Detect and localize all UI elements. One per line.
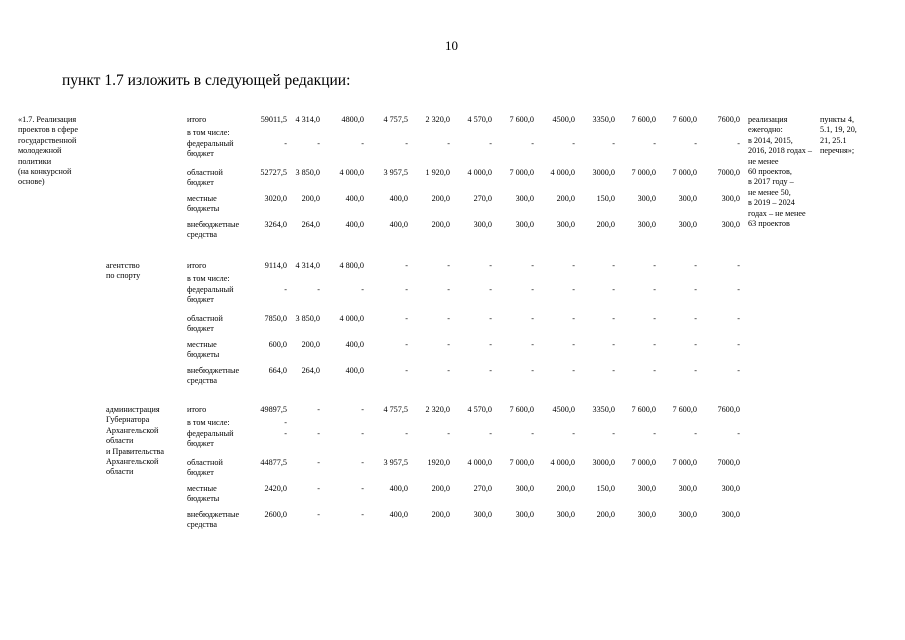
table-cell: - xyxy=(694,339,697,349)
table-cell: 300,0 xyxy=(556,509,575,519)
table-cell: 7 000,0 xyxy=(631,457,656,467)
row-label: местные xyxy=(187,483,217,493)
expected-result-line: 2016, 2018 годах – xyxy=(748,146,812,156)
table-cell: - xyxy=(572,313,575,323)
table-cell: - xyxy=(447,261,450,270)
table-cell: 7 600,0 xyxy=(631,405,656,414)
table-cell: 3000,0 xyxy=(592,457,615,467)
table-cell: - xyxy=(531,339,534,349)
table-cell: 270,0 xyxy=(473,483,492,493)
table-cell: 200,0 xyxy=(556,193,575,203)
table-cell: - xyxy=(317,138,320,148)
table-cell: 7 000,0 xyxy=(509,167,534,177)
table-cell: - xyxy=(317,483,320,493)
event-name-line: (на конкурсной xyxy=(18,167,72,176)
table-cell: - xyxy=(653,365,656,375)
executor-line: области xyxy=(106,436,134,446)
table-cell: 264,0 xyxy=(301,365,320,375)
table-cell: - xyxy=(405,428,408,438)
table-cell: 4 757,5 xyxy=(383,405,408,414)
table-cell: 270,0 xyxy=(473,193,492,203)
expected-result-line: реализация xyxy=(748,115,788,124)
table-cell: 300,0 xyxy=(515,509,534,519)
table-cell: - xyxy=(405,313,408,323)
table-cell: - xyxy=(284,284,287,294)
table-cell: - xyxy=(317,509,320,519)
table-cell: - xyxy=(737,313,740,323)
table-cell: - xyxy=(447,138,450,148)
table-cell: 400,0 xyxy=(345,219,364,229)
table-cell: - xyxy=(737,428,740,438)
table-cell: 200,0 xyxy=(301,339,320,349)
row-label: итого xyxy=(187,405,207,414)
table-cell: 4 800,0 xyxy=(339,261,364,270)
table-cell: 4 000,0 xyxy=(339,167,364,177)
table-cell: 59011,5 xyxy=(260,115,287,124)
table-cell: 4 000,0 xyxy=(550,167,575,177)
table-cell: - xyxy=(489,261,492,270)
table-cell: 2420,0 xyxy=(264,483,287,493)
table-cell: 44877,5 xyxy=(260,457,287,467)
row-label: местные xyxy=(187,339,217,349)
table-cell: 400,0 xyxy=(345,365,364,375)
table-cell: - xyxy=(653,261,656,270)
table-cell: 300,0 xyxy=(721,219,740,229)
table-cell: - xyxy=(447,365,450,375)
table-cell: 3000,0 xyxy=(592,167,615,177)
table-cell: 9114,0 xyxy=(264,261,287,270)
table-cell: 4 000,0 xyxy=(339,313,364,323)
table-cell: - xyxy=(572,365,575,375)
table-cell: 2 320,0 xyxy=(425,115,450,124)
event-name-line: политики xyxy=(18,156,52,166)
table-cell: 7 000,0 xyxy=(672,167,697,177)
table-cell: 4 757,5 xyxy=(383,115,408,124)
event-name-line: молодежной xyxy=(18,146,62,156)
row-label: областной xyxy=(187,313,223,323)
table-cell: 600,0 xyxy=(268,339,287,349)
reference-points-line: перечня»; xyxy=(820,146,855,156)
table-cell: 4 000,0 xyxy=(550,457,575,467)
table-cell: 300,0 xyxy=(637,509,656,519)
table-cell: - xyxy=(317,284,320,294)
table-cell: - xyxy=(489,138,492,148)
table-cell: 200,0 xyxy=(596,219,615,229)
table-cell: 2 320,0 xyxy=(425,405,450,414)
row-label: бюджеты xyxy=(187,349,220,359)
table-cell: - xyxy=(737,284,740,294)
page-number: 10 xyxy=(445,38,458,53)
table-cell: 400,0 xyxy=(389,509,408,519)
page-heading: пункт 1.7 изложить в следующей редакции: xyxy=(62,72,351,89)
table-cell: 7 000,0 xyxy=(672,457,697,467)
row-label: внебюджетные xyxy=(187,365,240,375)
row-label: внебюджетные xyxy=(187,219,240,229)
table-cell: 3264,0 xyxy=(264,219,287,229)
table-cell: 4 570,0 xyxy=(467,115,492,124)
expected-result-line: 63 проектов xyxy=(748,219,790,228)
table-cell: 7 000,0 xyxy=(631,167,656,177)
table-cell: - xyxy=(361,405,364,414)
table-cell: 200,0 xyxy=(431,193,450,203)
table-cell: - xyxy=(694,284,697,294)
table-cell: 200,0 xyxy=(301,193,320,203)
row-label: федеральный xyxy=(187,138,234,148)
event-name-line: государственной xyxy=(18,135,77,145)
table-cell: - xyxy=(489,365,492,375)
event-name-line: проектов в сфере xyxy=(18,125,78,135)
table-cell: - xyxy=(572,284,575,294)
table-cell: - xyxy=(694,428,697,438)
table-cell: 300,0 xyxy=(678,483,697,493)
table-cell: - xyxy=(612,138,615,148)
table-cell: - xyxy=(405,284,408,294)
table-cell: 3350,0 xyxy=(592,115,615,124)
expected-result-line: не менее 50, xyxy=(748,187,791,197)
table-cell: - xyxy=(531,138,534,148)
table-cell: - xyxy=(317,428,320,438)
table-cell: 7 600,0 xyxy=(672,115,697,124)
table-cell: 4 000,0 xyxy=(467,457,492,467)
row-label: федеральный xyxy=(187,428,234,438)
table-cell: 400,0 xyxy=(389,193,408,203)
table-cell: 200,0 xyxy=(556,483,575,493)
table-cell: 1 920,0 xyxy=(425,167,450,177)
executor-line: администрация xyxy=(106,405,160,414)
table-cell: 4 314,0 xyxy=(295,261,320,270)
executor-line: Губернатора xyxy=(106,415,150,425)
table-cell: - xyxy=(572,339,575,349)
table-cell: 300,0 xyxy=(515,219,534,229)
table-cell: - xyxy=(531,284,534,294)
table-cell: - xyxy=(489,284,492,294)
table-cell: 300,0 xyxy=(678,219,697,229)
row-label: средства xyxy=(187,375,218,385)
table-cell: - xyxy=(361,457,364,467)
table-cell: 7 600,0 xyxy=(509,405,534,414)
table-cell: - xyxy=(284,417,287,427)
row-label: бюджеты xyxy=(187,493,220,503)
table-cell: 1920,0 xyxy=(427,457,450,467)
table-cell: 150,0 xyxy=(596,483,615,493)
table-cell: - xyxy=(572,428,575,438)
expected-result-line: в 2014, 2015, xyxy=(748,135,793,145)
table-cell: - xyxy=(361,138,364,148)
table-cell: - xyxy=(612,339,615,349)
table-cell: 300,0 xyxy=(473,509,492,519)
table-cell: - xyxy=(284,138,287,148)
table-cell: - xyxy=(489,428,492,438)
table-cell: 300,0 xyxy=(637,219,656,229)
table-cell: 300,0 xyxy=(721,193,740,203)
executor-line: Архангельской xyxy=(106,425,159,435)
row-label: бюджет xyxy=(187,177,214,187)
table-cell: 300,0 xyxy=(515,193,534,203)
table-cell: 264,0 xyxy=(301,219,320,229)
table-cell: 300,0 xyxy=(515,483,534,493)
table-cell: - xyxy=(489,313,492,323)
row-label: бюджет xyxy=(187,467,214,477)
table-cell: - xyxy=(653,428,656,438)
table-cell: - xyxy=(531,428,534,438)
table-cell: - xyxy=(489,339,492,349)
table-cell: 200,0 xyxy=(596,509,615,519)
expected-result-line: не менее xyxy=(748,156,779,166)
table-cell: - xyxy=(612,428,615,438)
table-cell: 400,0 xyxy=(345,193,364,203)
table-cell: 2600,0 xyxy=(264,509,287,519)
table-cell: 664,0 xyxy=(268,365,287,375)
table-cell: 52727,5 xyxy=(260,167,287,177)
table-cell: - xyxy=(737,339,740,349)
row-label: в том числе: xyxy=(187,273,230,283)
table-cell: - xyxy=(737,261,740,270)
event-name-line: «1.7. Реализация xyxy=(18,115,77,124)
table-cell: 7000,0 xyxy=(717,457,740,467)
reference-points-line: пункты 4, xyxy=(820,115,854,124)
table-cell: 300,0 xyxy=(556,219,575,229)
table-cell: - xyxy=(405,138,408,148)
expected-result-line: ежегодно: xyxy=(748,125,783,135)
table-cell: - xyxy=(737,138,740,148)
table-cell: - xyxy=(317,405,320,414)
executor-line: области xyxy=(106,467,134,477)
row-label: бюджеты xyxy=(187,203,220,213)
table-cell: 300,0 xyxy=(721,509,740,519)
table-cell: 200,0 xyxy=(431,219,450,229)
table-cell: - xyxy=(612,365,615,375)
table-cell: - xyxy=(612,313,615,323)
table-cell: - xyxy=(653,138,656,148)
table-cell: 300,0 xyxy=(721,483,740,493)
table-cell: - xyxy=(653,284,656,294)
row-label: бюджет xyxy=(187,438,214,448)
table-cell: 49897,5 xyxy=(260,405,287,414)
table-cell: - xyxy=(405,365,408,375)
table-cell: - xyxy=(284,428,287,438)
row-label: областной xyxy=(187,167,223,177)
table-cell: 400,0 xyxy=(389,219,408,229)
row-label: федеральный xyxy=(187,284,234,294)
table-cell: - xyxy=(447,428,450,438)
expected-result-line: годах – не менее xyxy=(748,208,806,218)
row-label: итого xyxy=(187,115,207,124)
table-cell: 3 957,5 xyxy=(383,457,408,467)
executor-line: и Правительства xyxy=(106,446,164,456)
expected-result-line: 60 проектов, xyxy=(748,167,792,176)
table-cell: 7000,0 xyxy=(717,167,740,177)
row-label: внебюджетные xyxy=(187,509,240,519)
table-cell: 400,0 xyxy=(345,339,364,349)
table-cell: 7 000,0 xyxy=(509,457,534,467)
table-cell: 4500,0 xyxy=(552,115,575,124)
row-label: местные xyxy=(187,193,217,203)
table-cell: 4 314,0 xyxy=(295,115,320,124)
table-cell: 300,0 xyxy=(637,193,656,203)
table-cell: - xyxy=(653,339,656,349)
table-cell: 3020,0 xyxy=(264,193,287,203)
row-label: областной xyxy=(187,457,223,467)
table-cell: - xyxy=(405,261,408,270)
reference-points-line: 5.1, 19, 20, xyxy=(820,125,857,135)
table-cell: - xyxy=(405,339,408,349)
row-label: бюджет xyxy=(187,148,214,158)
table-cell: - xyxy=(317,457,320,467)
table-cell: 7850,0 xyxy=(264,313,287,323)
table-cell: - xyxy=(572,138,575,148)
row-label: средства xyxy=(187,229,218,239)
row-label: в том числе: xyxy=(187,417,230,427)
table-cell: 300,0 xyxy=(637,483,656,493)
table-cell: 7 600,0 xyxy=(672,405,697,414)
table-cell: 4 570,0 xyxy=(467,405,492,414)
table-cell: - xyxy=(572,261,575,270)
table-cell: - xyxy=(694,313,697,323)
table-cell: - xyxy=(612,261,615,270)
table-cell: 200,0 xyxy=(431,483,450,493)
table-cell: 300,0 xyxy=(678,509,697,519)
table-cell: 300,0 xyxy=(678,193,697,203)
table-cell: 3350,0 xyxy=(592,405,615,414)
table-cell: - xyxy=(653,313,656,323)
table-cell: 7600,0 xyxy=(717,405,740,414)
table-cell: 4500,0 xyxy=(552,405,575,414)
table-cell: - xyxy=(694,138,697,148)
executor-line: агентство xyxy=(106,261,140,270)
table-cell: - xyxy=(447,313,450,323)
expected-result-line: в 2017 году – xyxy=(748,177,794,187)
row-label: средства xyxy=(187,519,218,529)
table-cell: 7 600,0 xyxy=(631,115,656,124)
executor-line: по спорту xyxy=(106,271,141,281)
table-cell: - xyxy=(361,428,364,438)
row-label: бюджет xyxy=(187,323,214,333)
table-cell: - xyxy=(531,365,534,375)
table-cell: - xyxy=(361,509,364,519)
table-cell: 3 957,5 xyxy=(383,167,408,177)
table-cell: - xyxy=(737,365,740,375)
table-cell: 3 850,0 xyxy=(295,167,320,177)
reference-points-line: 21, 25.1 xyxy=(820,135,847,145)
table-cell: - xyxy=(447,339,450,349)
table-cell: - xyxy=(531,261,534,270)
event-name-line: основе) xyxy=(18,177,45,187)
table-cell: 7 600,0 xyxy=(509,115,534,124)
table-cell: 150,0 xyxy=(596,193,615,203)
table-cell: 400,0 xyxy=(389,483,408,493)
row-label: в том числе: xyxy=(187,127,230,137)
table-cell: 3 850,0 xyxy=(295,313,320,323)
table-cell: 300,0 xyxy=(473,219,492,229)
table-cell: 200,0 xyxy=(431,509,450,519)
table-cell: 4 000,0 xyxy=(467,167,492,177)
table-cell: - xyxy=(447,284,450,294)
table-cell: - xyxy=(694,261,697,270)
table-cell: - xyxy=(361,483,364,493)
row-label: итого xyxy=(187,261,207,270)
expected-result-line: в 2019 – 2024 xyxy=(748,198,795,208)
table-cell: - xyxy=(694,365,697,375)
table-cell: - xyxy=(612,284,615,294)
row-label: бюджет xyxy=(187,294,214,304)
table-cell: 7600,0 xyxy=(717,115,740,124)
executor-line: Архангельской xyxy=(106,457,159,466)
table-cell: - xyxy=(531,313,534,323)
table-cell: 4800,0 xyxy=(341,115,364,124)
table-cell: - xyxy=(361,284,364,294)
